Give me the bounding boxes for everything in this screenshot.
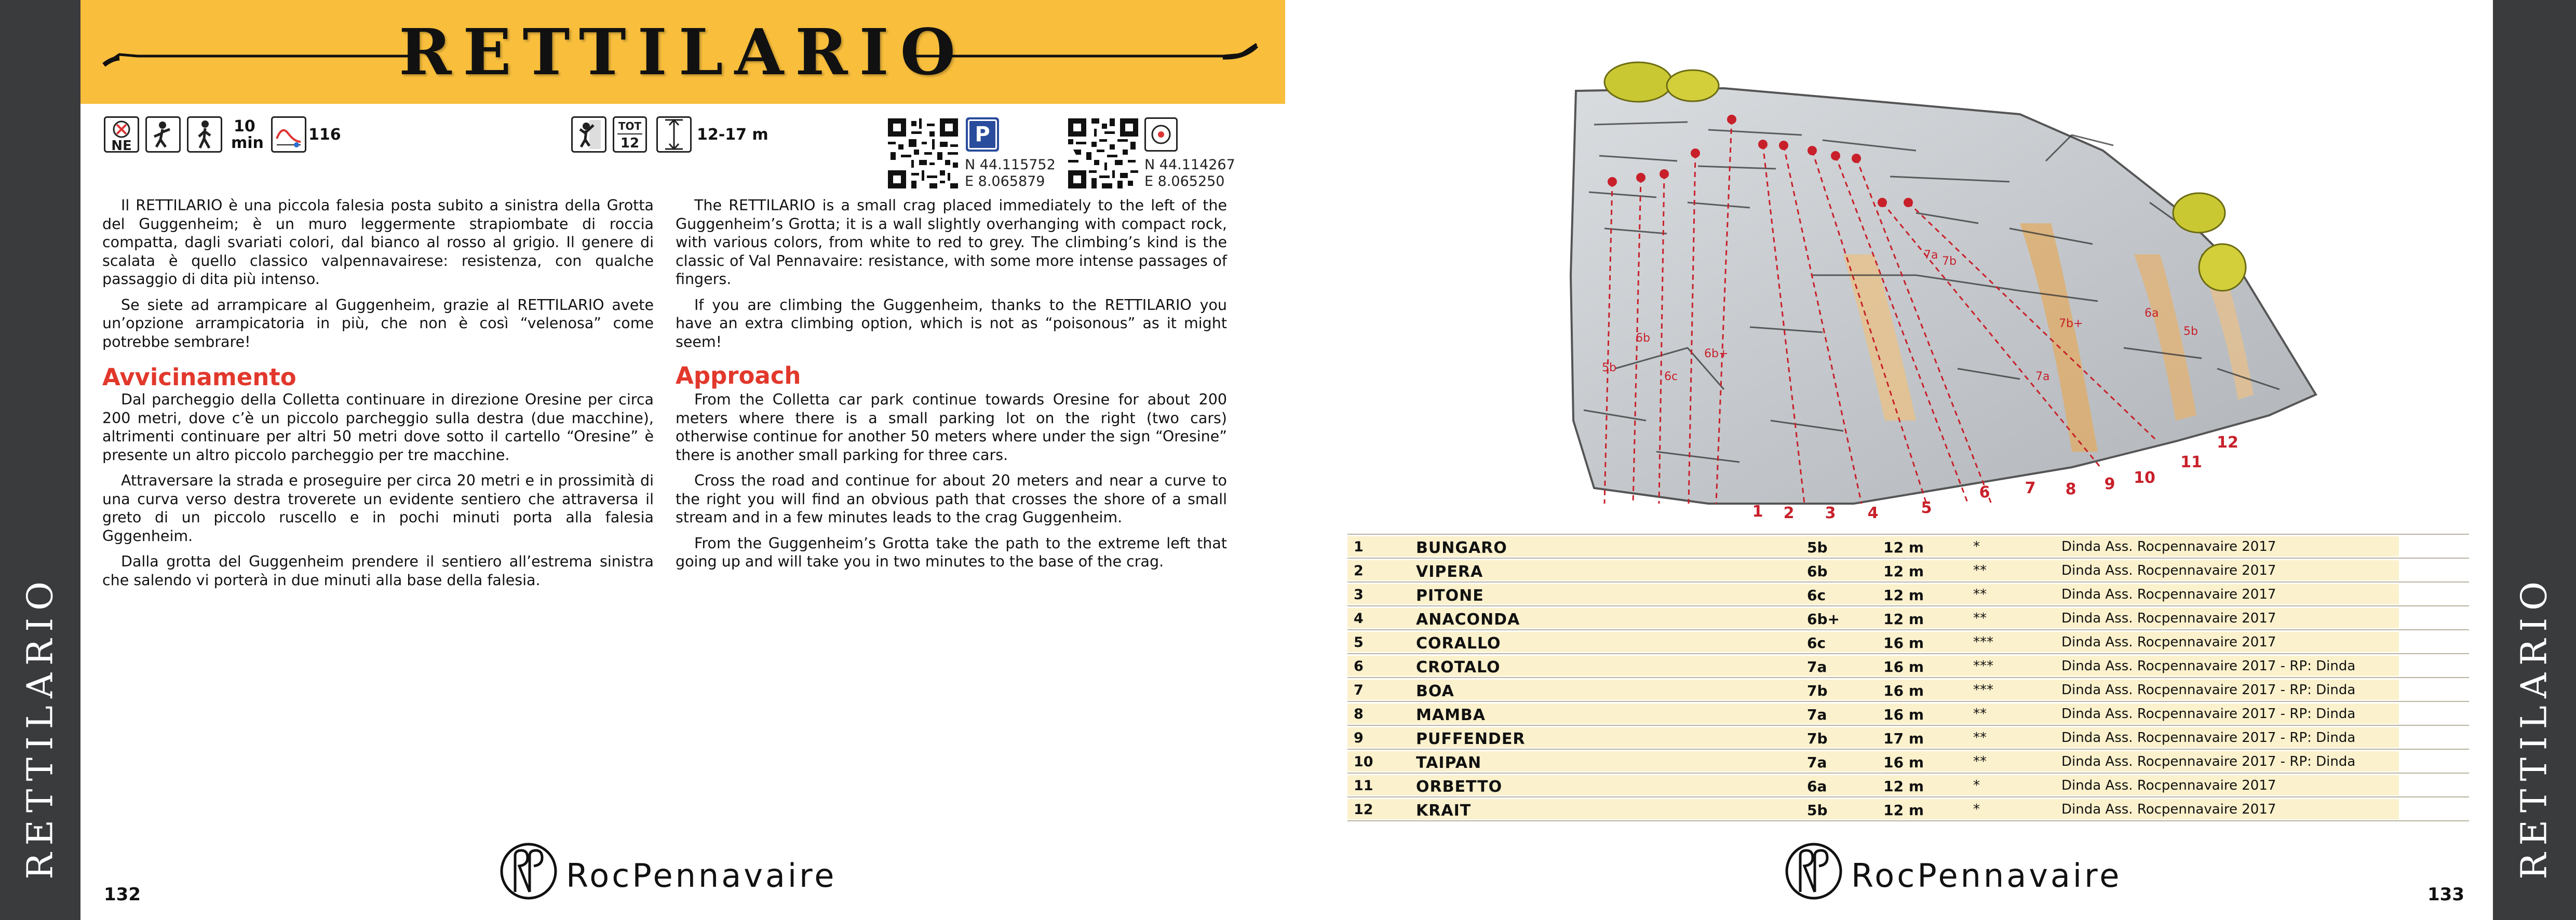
topo-grade-12: 5b [2183, 325, 2198, 338]
table-row [1347, 535, 2469, 559]
left-sidebar-title: RETTILARIO [20, 574, 61, 880]
right-logo-wordmark: RocPennavaire [1851, 857, 2122, 895]
italian-approach-p1: Dal parcheggio della Colletta continuare in direzione Oresine per circa 200 metri, dove c’è un piccolo parcheggio sulla destra (due macchine), altrimenti continuare per altri 50 metri dove sotto il cartello “Oresine” è presente un altro piccolo parcheggio per tre macchine. [102, 391, 654, 464]
topo-grade-11: 6a [2145, 307, 2159, 320]
route-len: 12 m [1883, 539, 1924, 556]
topo-route-number-12: 12 [2217, 434, 2238, 452]
crag-coord-e: E 8.065250 [1144, 173, 1225, 190]
route-len: 16 m [1883, 658, 1924, 675]
route-n: 4 [1354, 611, 1364, 627]
topo-grade-1: 5b [1602, 361, 1616, 374]
italian-intro-p2: Se siete ad arrampicare al Guggenheim, grazie al RETTILARIO avete un’opzione arrampicatoria in più, che non è così “velenosa” come potrebbe sembrare! [102, 296, 654, 350]
route-note: Dinda Ass. Rocpennavaire 2017 - RP: Dinda [2061, 658, 2356, 674]
page-title: RETTILARIO [399, 15, 967, 89]
table-row [1347, 750, 2469, 774]
table-row [1347, 678, 2469, 702]
route-n: 2 [1354, 563, 1364, 579]
english-approach-p1: From the Colletta car park continue towards Oresine for about 200 meters where there is a small parking lot on the right (two cars) otherwise continue for another 50 meters where under the sign “Oresine” there is another small parking for three cars. [676, 391, 1227, 464]
route-n: 5 [1354, 634, 1364, 651]
route-grade: 7a [1807, 706, 1827, 723]
topo-route-number-6: 6 [1979, 483, 1990, 502]
bush-top-left [1604, 62, 1719, 102]
english-approach-p3: From the Guggenheim’s Grotta take the path to the extreme left that going up and will take you in two minutes to the base of the crag. [676, 534, 1227, 570]
parking-coord-e: E 8.065879 [965, 173, 1045, 190]
exposure-label: NE [111, 138, 132, 154]
italian-approach-heading: Avvicinamento [102, 363, 296, 391]
rock-face [1571, 88, 2316, 504]
route-name: CROTALO [1416, 658, 1501, 677]
route-stars: ** [1973, 706, 1987, 722]
route-stars: * [1973, 778, 1980, 793]
route-len: 12 m [1883, 611, 1924, 628]
walk-time-value: 10 [234, 117, 255, 136]
walk-time-unit: min [231, 134, 264, 152]
rocpennavaire-logo-mark-right [1784, 841, 1846, 903]
route-note: Dinda Ass. Rocpennavaire 2017 [2061, 539, 2276, 554]
crag-qr-code-icon [1068, 118, 1138, 188]
route-len: 16 m [1883, 634, 1924, 652]
italian-approach-p3: Dalla grotta del Guggenheim prendere il sentiero all’estrema sinistra che salendo vi porterà in due minuti alla base della falesia. [102, 553, 654, 589]
route-stars: *** [1973, 658, 1993, 674]
table-row [1347, 559, 2469, 583]
route-name: ORBETTO [1416, 778, 1503, 796]
route-len: 16 m [1883, 754, 1924, 771]
italian-intro [102, 196, 654, 358]
parking-coord-n: N 44.115752 [965, 157, 1056, 173]
parking-qr-code-icon [888, 118, 958, 188]
topo-grade-8: 7a [2035, 370, 2050, 383]
target-icon [1144, 117, 1178, 152]
route-stars: ** [1973, 611, 1987, 626]
route-name: PUFFENDER [1416, 730, 1526, 748]
table-row [1347, 583, 2469, 606]
route-n: 6 [1354, 658, 1364, 674]
route-len: 17 m [1883, 730, 1924, 747]
english-intro [676, 196, 1227, 358]
topo-route-number-4: 4 [1867, 504, 1879, 522]
route-name: ANACONDA [1416, 611, 1520, 629]
route-grade: 7a [1807, 754, 1827, 771]
topo-route-number-8: 8 [2065, 480, 2076, 498]
left-page-number: 132 [104, 884, 141, 905]
topo-grade-3: 6c [1664, 370, 1678, 383]
table-row [1347, 797, 2469, 821]
route-note: Dinda Ass. Rocpennavaire 2017 - RP: Dinda [2061, 730, 2356, 746]
crag-coord-n: N 44.114267 [1144, 157, 1235, 173]
route-stars: ** [1973, 587, 1987, 602]
route-note: Dinda Ass. Rocpennavaire 2017 - RP: Dinda [2061, 706, 2356, 722]
route-total-box [613, 116, 647, 153]
route-name: MAMBA [1416, 706, 1486, 724]
route-grade: 6a [1807, 778, 1827, 795]
topo-illustration [1553, 57, 2373, 530]
topo-route-number-2: 2 [1783, 504, 1795, 522]
altitude-value: 116 [308, 126, 341, 144]
topo-route-number-10: 10 [2134, 469, 2155, 487]
topo-route-number-3: 3 [1825, 504, 1836, 522]
right-page-number: 133 [2427, 884, 2464, 905]
topo-route-number-9: 9 [2104, 475, 2115, 493]
route-length-range: 12-17 m [697, 126, 768, 144]
topo-grade-9: 7b+ [2059, 317, 2083, 330]
route-name: VIPERA [1416, 563, 1483, 581]
english-intro-p2: If you are climbing the Guggenheim, thanks to the RETTILARIO you have an extra climbing option, which is not as “poisonous” as it might seem! [676, 296, 1227, 350]
table-row [1347, 726, 2469, 750]
height-arrow-icon [656, 116, 692, 153]
route-grade: 5b [1807, 539, 1828, 556]
route-grade: 6b [1807, 563, 1828, 580]
route-table [1347, 534, 2469, 821]
route-stars: * [1973, 802, 1980, 817]
english-approach [676, 390, 1227, 578]
route-len: 12 m [1883, 563, 1924, 580]
route-len: 12 m [1883, 802, 1924, 819]
left-sidebar [0, 0, 80, 920]
climber-icon [571, 116, 606, 153]
route-len: 12 m [1883, 778, 1924, 795]
route-name: PITONE [1416, 587, 1484, 605]
route-note: Dinda Ass. Rocpennavaire 2017 - RP: Dinda [2061, 754, 2356, 769]
route-stars: *** [1973, 634, 1993, 650]
route-total-value: 12 [620, 136, 640, 151]
topo-grade-7: 7b [1942, 255, 1957, 268]
english-intro-p1: The RETTILARIO is a small crag placed immediately to the left of the Guggenheim’s Grotta; it is a wall slightly overhanging with compact rock, with various colors, from white to red to grey. The climbing’s kind is the classic of Val Pennavaire: resistance, with some more intense passages of fingers. [676, 197, 1227, 288]
english-approach-p2: Cross the road and continue for about 20 meters and near a curve to the right you will find an obvious path that crosses the shore of a small stream and in a few minutes leads to the crag Guggenheim. [676, 472, 1227, 526]
route-note: Dinda Ass. Rocpennavaire 2017 - RP: Dinda [2061, 682, 2356, 698]
parking-icon: P [966, 117, 999, 152]
route-n: 8 [1354, 706, 1364, 722]
route-grade: 5b [1807, 802, 1828, 819]
topo-route-number-5: 5 [1921, 499, 1932, 517]
route-name: KRAIT [1416, 802, 1472, 820]
route-note: Dinda Ass. Rocpennavaire 2017 [2061, 587, 2276, 602]
route-note: Dinda Ass. Rocpennavaire 2017 [2061, 611, 2276, 626]
topo-route-number-11: 11 [2180, 453, 2202, 471]
route-name: BOA [1416, 682, 1454, 700]
route-grade: 6b+ [1807, 611, 1840, 628]
route-n: 1 [1354, 539, 1364, 555]
route-stars: ** [1973, 754, 1987, 769]
route-n: 3 [1354, 587, 1364, 603]
english-approach-heading: Approach [676, 362, 801, 389]
page-header [80, 0, 1285, 104]
route-n: 10 [1354, 754, 1373, 770]
route-grade: 7a [1807, 658, 1827, 675]
hiker-icon [187, 116, 222, 153]
route-len: 16 m [1883, 706, 1924, 723]
italian-approach [102, 390, 654, 597]
route-len: 12 m [1883, 587, 1924, 604]
rocpennavaire-logo-mark [498, 841, 561, 903]
right-sidebar [2493, 0, 2576, 920]
route-name: TAIPAN [1416, 754, 1482, 772]
left-logo [498, 841, 837, 903]
topo-grade-2: 6b [1636, 332, 1650, 345]
table-row [1347, 774, 2469, 797]
route-stars: ** [1973, 730, 1987, 746]
route-name: CORALLO [1416, 634, 1501, 653]
route-grade: 7b [1807, 730, 1828, 747]
route-stars: *** [1973, 682, 1993, 698]
route-grade: 6c [1807, 634, 1826, 652]
child-climber-icon [145, 116, 181, 153]
topo-route-number-7: 7 [2025, 479, 2036, 497]
topo-grade-6: 7a [1924, 249, 1938, 262]
right-logo [1784, 841, 2122, 903]
right-sidebar-title: RETTILARIO [2514, 574, 2555, 880]
route-grade: 6c [1807, 587, 1826, 604]
route-stars: * [1973, 539, 1980, 554]
route-n: 7 [1354, 682, 1364, 698]
route-name: BUNGARO [1416, 539, 1507, 557]
route-len: 16 m [1883, 682, 1924, 699]
route-grade: 7b [1807, 682, 1828, 699]
route-n: 11 [1354, 778, 1373, 794]
route-n: 12 [1354, 802, 1373, 818]
altitude-profile-icon [271, 116, 306, 153]
italian-approach-p2: Attraversare la strada e proseguire per circa 20 metri e in prossimità di una curva verso destra troverete un evidente sentiero che attraversa il greto di un piccolo ruscello e in pochi minuti porta alla falesia Gggenheim. [102, 472, 654, 545]
route-note: Dinda Ass. Rocpennavaire 2017 [2061, 802, 2276, 817]
route-note: Dinda Ass. Rocpennavaire 2017 [2061, 634, 2276, 650]
italian-intro-p1: Il RETTILARIO è una piccola falesia posta subito a sinistra della Grotta del Guggenheim; è un muro leggermente strapiombate di roccia compatta, dagli svariati colori, dal bianco al rosso al grigio. Il genere di scalata è quello classico valpennavairese: resistenza, con qualche passaggio di dita più intenso. [102, 197, 654, 288]
topo-route-number-1: 1 [1752, 503, 1763, 521]
table-row [1347, 654, 2469, 678]
left-logo-wordmark: RocPennavaire [566, 857, 837, 895]
table-row [1347, 606, 2469, 630]
route-stars: ** [1973, 563, 1987, 578]
table-row [1347, 702, 2469, 726]
route-note: Dinda Ass. Rocpennavaire 2017 [2061, 563, 2276, 578]
route-total-label: TOT [618, 120, 642, 132]
topo-grade-4: 6b+ [1704, 347, 1729, 360]
table-row [1347, 630, 2469, 654]
route-note: Dinda Ass. Rocpennavaire 2017 [2061, 778, 2276, 793]
route-n: 9 [1354, 730, 1364, 746]
